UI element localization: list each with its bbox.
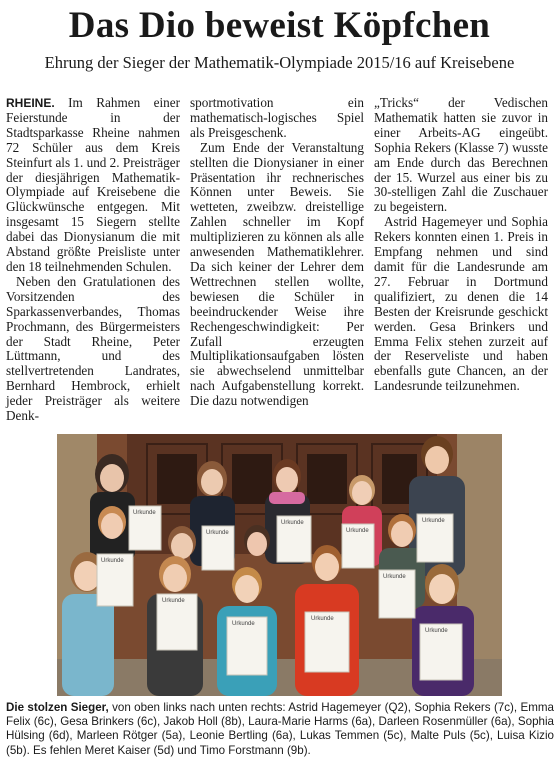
article-column-3: [374, 96, 548, 394]
group-photo: [57, 434, 502, 696]
certificate-label: Urkunde: [281, 520, 304, 526]
certificate-label: Urkunde: [232, 621, 255, 627]
photo-caption: [6, 701, 554, 758]
certificate-label: Urkunde: [311, 616, 334, 622]
article-paragraph: Astrid Hagemeyer und Sophia Rekers konnten einen 1. Preis in Empfang nehmen und sind damit für die Landesrunde am 27. Februar in Dortmund qualifiziert, zu denen die 14 Besten der Kreisrunde geschickt werden. Gesa Brinkers und Emma Felix stehen zurzeit auf der Reserveliste und haben ebenfalls gute Chancen, an der Landesrunde teilzunehmen.: [374, 214, 548, 394]
dateline: RHEINE.: [6, 96, 55, 110]
caption-lead: Die stolzen Sieger,: [6, 701, 109, 714]
certificate-label: Urkunde: [133, 510, 156, 516]
certificate-label: Urkunde: [383, 574, 406, 580]
certificate-label: Urkunde: [425, 628, 448, 634]
subheadline: Ehrung der Sieger der Mathematik-Olympiade 2015/16 auf Kreisebene: [44, 53, 515, 72]
certificate-label: Urkunde: [162, 598, 185, 604]
article-paragraph: Zum Ende der Veranstaltung stellten die Dionysianer in einer Präsentation ihr rechnerisches Können unter Beweis. Sie wetteten, zweibzw. dreistellige Zahlen schneller im Kopf multiplizieren zu können als alle anwesenden Mathematiklehrer. Da sich keiner der Lehrer dem Wettrechnen stellen wollte, bewiesen die Schüler in beeindruckender Weise ihre Rechengeschwindigkeit: Per Zufall erzeugten Multiplikationsaufgaben lösten sie abwechselend unmittelbar nach Aufgabenstellung korrekt. Die dazu notwendigen: [190, 139, 364, 409]
headline: Das Dio beweist Köpfchen: [68, 5, 491, 46]
article-paragraph: [6, 96, 180, 275]
group-photo-illustration: [57, 434, 502, 696]
certificate-label: Urkunde: [206, 530, 229, 536]
article-paragraph: Neben den Gratulationen des Vorsitzenden des Sparkassenverbandes, Thomas Prochmann, des Bürgermeisters der Stadt Rheine, Peter Lüttmann, und des stellvertretenden Landrates, Bernhard Hembrock, erhielt jeder Preisträger als weitere Denk-: [6, 273, 180, 424]
certificate-label: Urkunde: [346, 528, 369, 534]
certificate-label: Urkunde: [101, 558, 124, 564]
certificate-label: Urkunde: [422, 518, 445, 524]
article-paragraph: „Tricks“ der Vedischen Mathematik hatten sie zuvor in einer Arbeits-AG eingeübt. Sophia Rekers (Klasse 7) wusste am Ende durch das Berechnen der 15. Wurzel aus einer bis zu 30-stelligen Zahl die Zuschauer zu begeistern.: [374, 95, 548, 215]
paragraph-text: Im Rahmen einer Feierstunde in der Stadtsparkasse Rheine nahmen 72 Schüler aus dem Kreis Steinfurt als 1. und 2. Preisträger der diesjährigen Mathematik-Olympiade auf Kreisebene die Glückwünsche entgegen. Mit insgesamt 15 Siegern stellte dabei das Dionysianum die mit Abstand größte Preisliste unter den 18 teilnehmenden Schulen.: [6, 95, 180, 274]
article-column-1: [6, 96, 180, 424]
caption-text: von oben links nach unten rechts: Astrid Hagemeyer (Q2), Sophia Rekers (7c), Emma Felix (6c), Gesa Brinkers (6c), Jakob Holl (8b), Laura-Marie Harms (6a), Darleen Rosenmüller (6a), Sophia Hülsing (6d), Marleen Rötger (5a), Leonie Bertling (6a), Lukas Temmen (5c), Malte Puls (5c), Luisa Kizio (5b). Es fehlen Meret Kaiser (5d) und Timo Forstmann (9b).: [6, 701, 554, 757]
article-paragraph: sportmotivation ein mathematisch-logisches Spiel als Preisgeschenk.: [190, 95, 364, 140]
article-column-2: [190, 96, 364, 409]
